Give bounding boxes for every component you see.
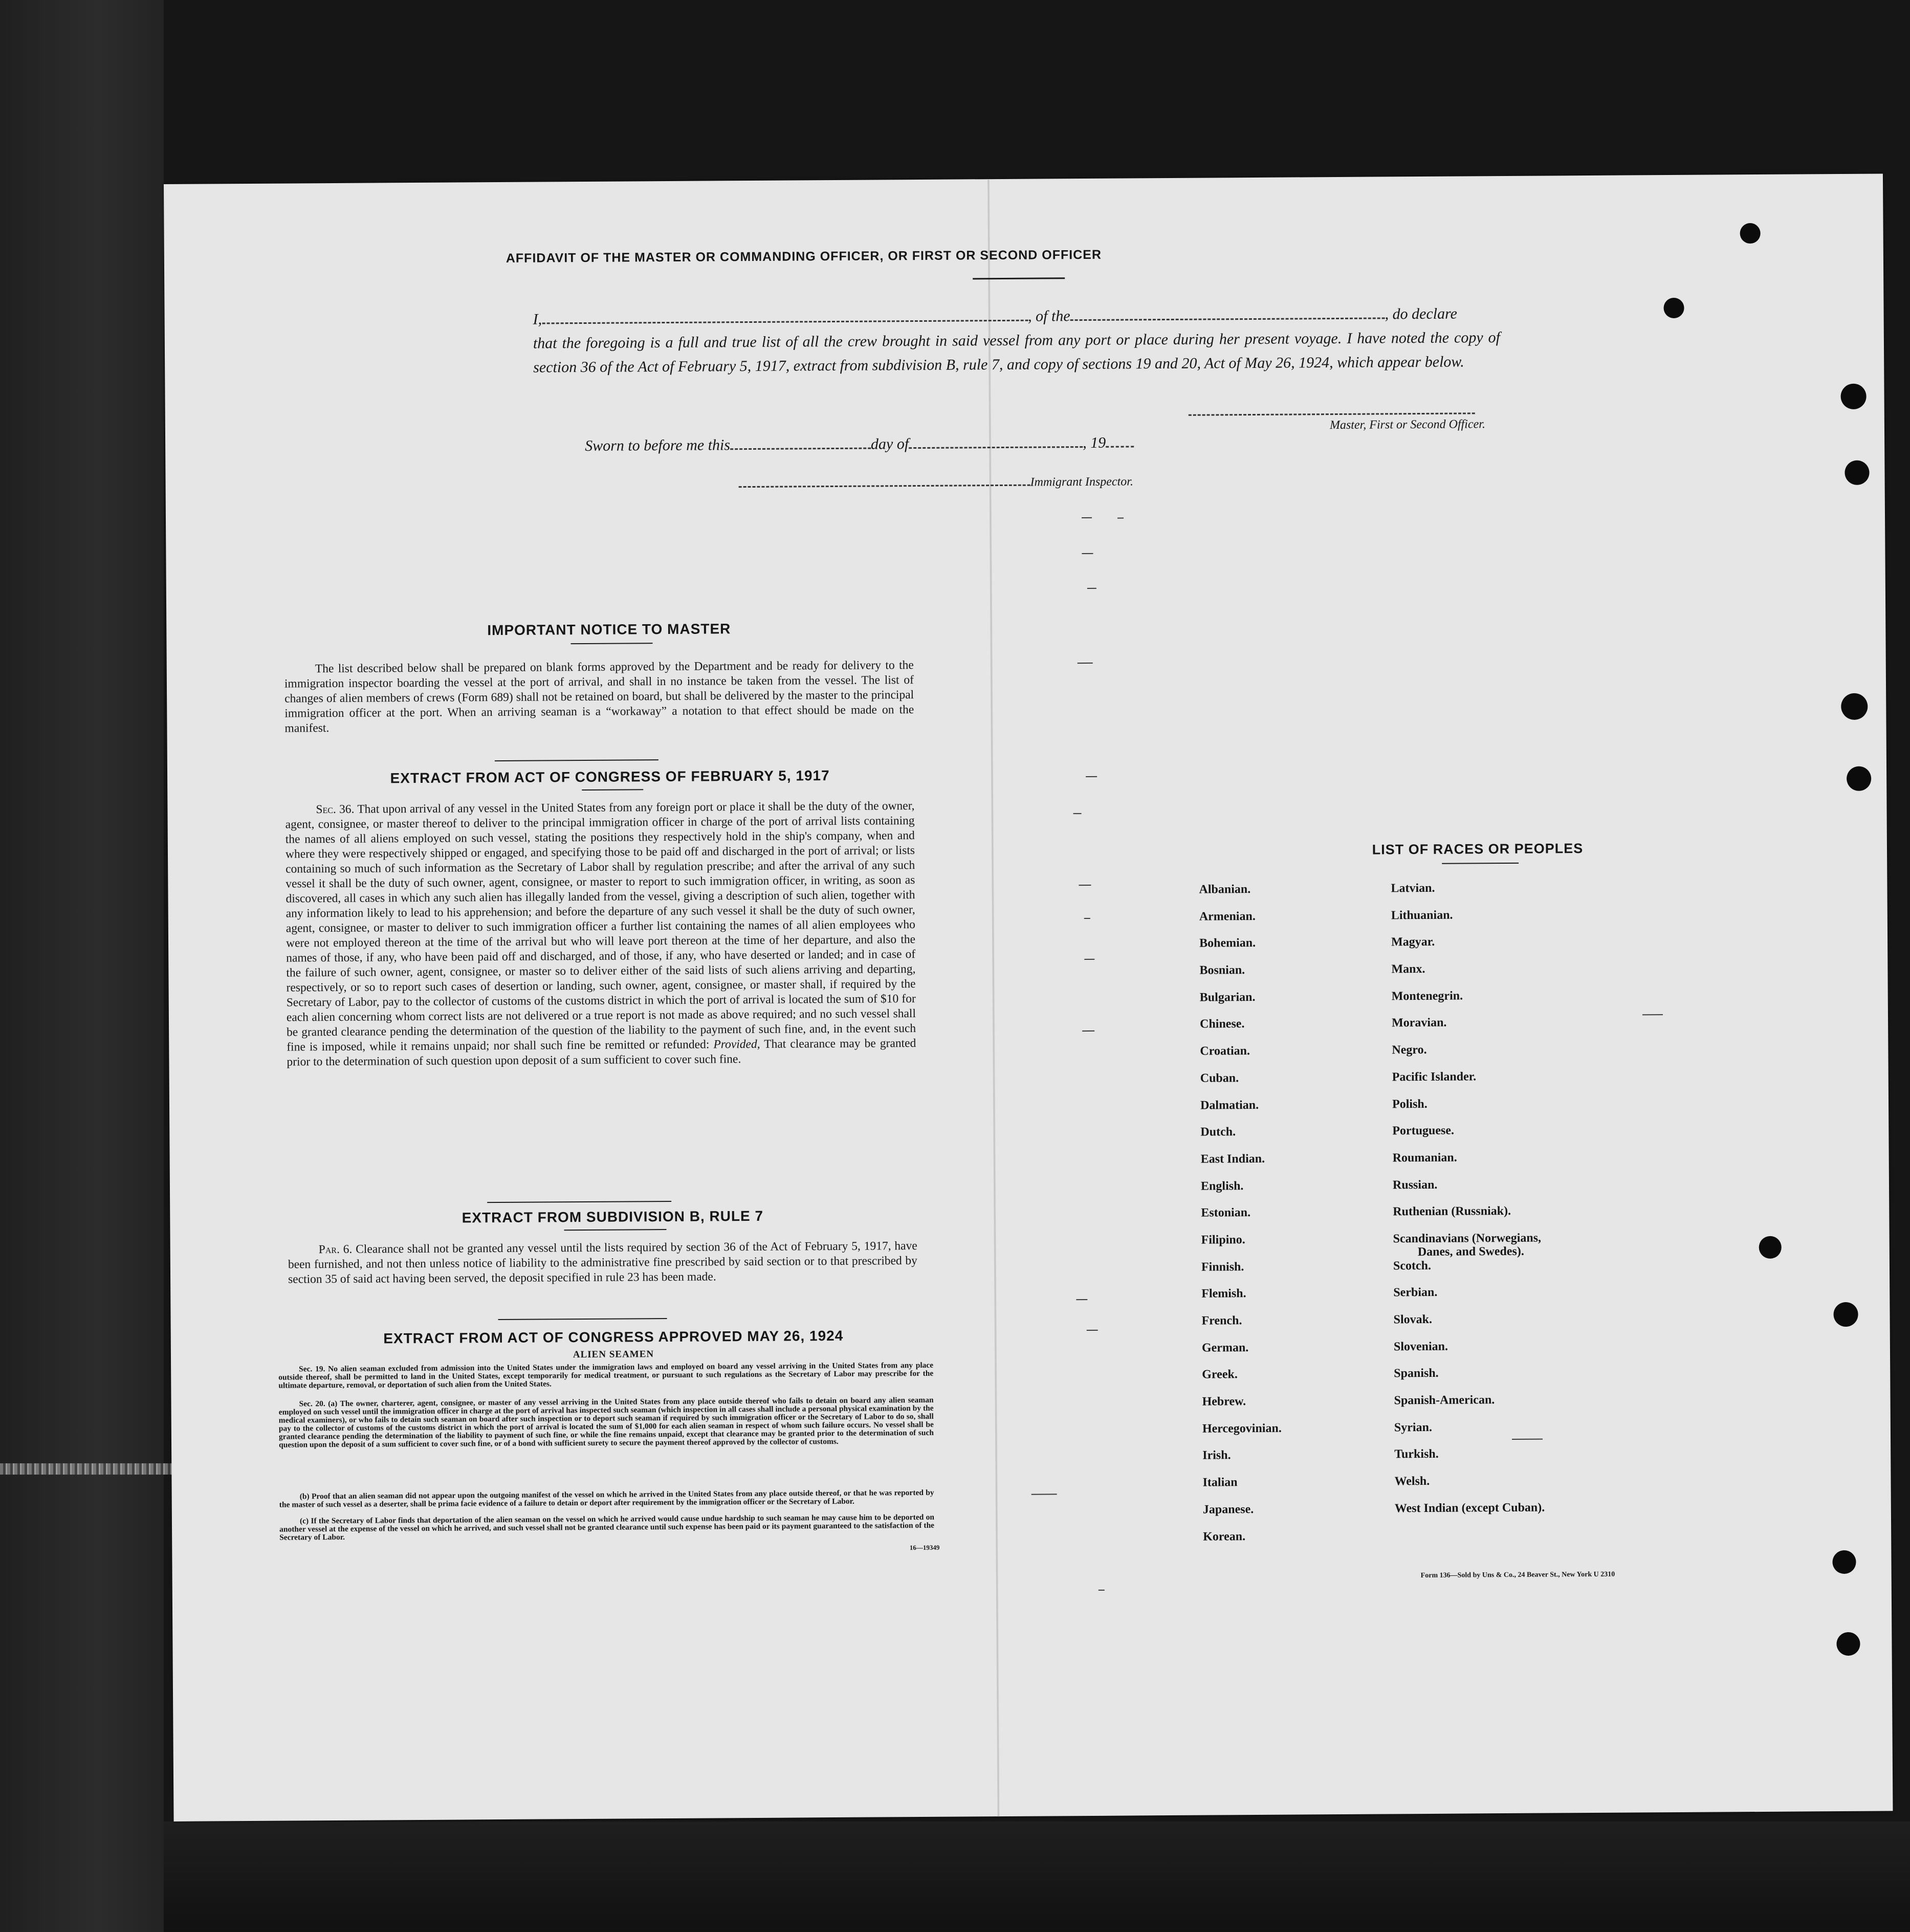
race-item: Dutch. — [1200, 1125, 1236, 1139]
race-item: Portuguese. — [1392, 1124, 1455, 1138]
punch-hole — [1759, 1236, 1782, 1259]
race-item: Syrian. — [1394, 1420, 1432, 1435]
race-item: Bohemian. — [1199, 936, 1256, 951]
race-item: Roumanian. — [1392, 1151, 1457, 1165]
section-rule — [1442, 863, 1519, 864]
affidavit-declaration — [533, 301, 1500, 380]
race-item: Bosnian. — [1199, 963, 1245, 977]
race-item: Croatian. — [1200, 1044, 1250, 1058]
race-item: Greek. — [1202, 1368, 1238, 1382]
rule-7-title: EXTRACT FROM SUBDIVISION B, RULE 7 — [462, 1208, 764, 1226]
races-column-1 — [1199, 883, 1282, 1557]
races-title: LIST OF RACES OR PEOPLES — [1372, 841, 1584, 858]
stray-mark — [1078, 663, 1093, 664]
race-item: Dalmatian. — [1200, 1098, 1259, 1112]
section-rule — [487, 1201, 671, 1203]
page-fold — [987, 179, 1000, 1816]
race-item: Scandinavians (Norwegians, Danes, and Swedes). — [1393, 1232, 1544, 1259]
rule-7-text: Par. 6. Clearance shall not be granted any vessel until the lists required by section 36 of the Act of February 5, 1917, have been furnished, and not then unless notice of liability to the administrative fine prescribed by said section or to that prescribed by section 35 of said act having been served, the deposit specified in rule 23 has been made. — [288, 1239, 917, 1286]
section-rule — [582, 789, 643, 791]
stray-mark — [1082, 517, 1092, 518]
race-item: Finnish. — [1201, 1260, 1244, 1274]
stray-mark — [1031, 1494, 1057, 1495]
punch-hole — [1847, 766, 1871, 791]
stray-mark — [1082, 553, 1093, 554]
stray-mark — [1099, 1590, 1105, 1591]
race-item: Armenian. — [1199, 909, 1256, 924]
affidavit-title: AFFIDAVIT OF THE MASTER OR COMMANDING OFFICER, OR FIRST OR SECOND OFFICER — [506, 247, 1102, 266]
punch-hole — [1833, 1302, 1858, 1327]
race-item: Bulgarian. — [1199, 990, 1256, 1004]
race-item: Negro. — [1392, 1043, 1427, 1057]
race-item: Japanese. — [1202, 1502, 1254, 1517]
act-1917-title: EXTRACT FROM ACT OF CONGRESS OF FEBRUARY 5, 1917 — [390, 767, 830, 786]
races-column-2 — [1391, 881, 1545, 1529]
stray-mark — [1117, 518, 1124, 519]
stray-mark — [1087, 588, 1096, 589]
race-item: Magyar. — [1391, 935, 1435, 949]
race-item: Russian. — [1392, 1178, 1438, 1192]
vessel-blank[interactable] — [1070, 309, 1385, 321]
race-item: Korean. — [1203, 1529, 1246, 1544]
stray-mark — [1076, 1299, 1087, 1300]
race-item: Cuban. — [1200, 1071, 1239, 1085]
stray-mark — [1086, 776, 1097, 777]
act-1924-sec20b: (b) Proof that an alien seaman did not appear upon the outgoing manifest of the vessel on which he arrived in the United States from any place outside thereof, or that he was reported by the master of such vessel as a deserter, shall be prima facie evidence of a failure to detain or deport after requirement by the immigration officer or the Secretary of Labor. — [279, 1488, 934, 1509]
race-item: Filipino. — [1201, 1233, 1245, 1247]
punch-hole — [1841, 693, 1868, 720]
race-item: Estonian. — [1201, 1206, 1251, 1220]
inspector-line: Immigrant Inspector. — [739, 474, 1250, 491]
race-item: Lithuanian. — [1391, 908, 1453, 923]
act-1924-title: EXTRACT FROM ACT OF CONGRESS APPROVED MAY 26, 1924 — [383, 1327, 844, 1347]
race-item: Manx. — [1391, 962, 1425, 976]
section-rule — [570, 643, 652, 644]
race-item: Latvian. — [1391, 881, 1435, 895]
race-item: Italian — [1202, 1476, 1238, 1489]
race-item: English. — [1200, 1179, 1244, 1193]
section-rule — [564, 1229, 666, 1231]
race-item: Welsh. — [1394, 1475, 1430, 1488]
section-rule — [495, 759, 658, 761]
master-signature-label: Master, First or Second Officer. — [1329, 418, 1485, 432]
race-item: Flemish. — [1201, 1287, 1246, 1301]
stray-mark — [1073, 813, 1082, 814]
punch-hole — [1740, 223, 1761, 244]
race-item: Montenegrin. — [1391, 989, 1463, 1003]
year-blank[interactable] — [1106, 437, 1134, 447]
section-rule — [498, 1318, 667, 1320]
notice-text: The list described below shall be prepared on blank forms approved by the Department and be ready for delivery to the immigration inspector boarding the vessel at the port of arrival, and shall in no instance be taken from the vessel. The list of changes of alien members of crews (Form 689) shall not be retained on board, but shall be delivered by the master to the principal immigration officer at the port. When an arriving seaman is a “workaway” a notation to that effect should be made on the manifest. — [284, 658, 914, 735]
race-item: Moravian. — [1391, 1016, 1447, 1030]
affidavit-body-text: that the foregoing is a full and true list of all the crew brought in said vessel from any port or place during her present voyage. I have noted the copy of section 36 of the Act of February 5, 1917, extract from subdivision B, rule 7, and copy of sections 19 and 20, Act of May 26, 1924, which appear below. — [533, 329, 1500, 376]
act-1924-sec19: Sec. 19. No alien seaman excluded from admission into the United States under the immigration laws and employed on board any vessel arriving in the United States from any place outside thereof, shall be permitted to land in the United States, except temporarily for medical treatment, or pursuant to such regulations as the Secretary of Labor may prescribe for the ultimate departure, removal, or deportation of such alien from the United States. — [278, 1360, 934, 1390]
race-item: Chinese. — [1199, 1017, 1245, 1031]
master-signature-line[interactable] — [1189, 412, 1475, 415]
document-sheet — [164, 173, 1893, 1821]
race-item: Pacific Islander. — [1392, 1070, 1477, 1084]
form-number: 16—19349 — [909, 1543, 940, 1552]
stray-mark — [1082, 1030, 1094, 1031]
race-item: Spanish. — [1394, 1367, 1439, 1380]
affidavit-line-1: I, , of the , do declare — [533, 305, 1458, 328]
stray-mark — [1079, 885, 1091, 886]
race-item: Hebrew. — [1202, 1395, 1246, 1409]
race-item-continuation: Danes, and Swedes). — [1417, 1244, 1524, 1259]
inspector-signature-blank[interactable] — [739, 476, 1030, 488]
race-item: German. — [1201, 1341, 1249, 1355]
act-1924-sec20a: Sec. 20. (a) The owner, charterer, agent, consignee, or master of any vessel arriving in the United States from any place outside thereof who fails to detain on board any alien seaman employed on such vessel until the immigration officer in charge at the port of arrival has inspected such seaman (which inspection in all cases shall include a personal physical examination by the medical examiners), or who fails to detain such seaman on board after such inspection or to deport such seaman if required by such immigration officer or the Secretary of Labor to do so, shall pay to the collector of customs of the customs district in which the port of arrival is located the sum of $1,000 for each alien seaman in respect of whom such failure occurs. No vessel shall be granted clearance pending the determination of the liability to payment of such fine, or while the fine remains unpaid, except that clearance may be granted prior to the determination of such question upon the deposit of a sum sufficient to cover such fine, or of a bond with sufficient surety to secure the payment thereof approved by the collector of customs. — [278, 1395, 934, 1450]
background-left — [0, 0, 164, 1932]
punch-hole — [1663, 298, 1684, 318]
race-item: Scotch. — [1393, 1259, 1432, 1272]
race-item: Serbian. — [1393, 1286, 1438, 1300]
race-item: Ruthenian (Russniak). — [1393, 1204, 1511, 1219]
stray-mark — [1084, 959, 1094, 960]
race-item: Albanian. — [1199, 883, 1251, 896]
stray-mark — [1642, 1014, 1663, 1015]
punch-hole — [1845, 460, 1869, 485]
act-1917-text: Sec. 36. That upon arrival of any vessel in the United States from any foreign port or place it shall be the duty of the owner, agent, consignee, or master thereof to deliver to the principal immigration officer in charge of the port of arrival lists containing the names of all aliens employed on such vessel, stating the positions they respectively hold in the ship's company, when and where they were respectively shipped or engaged, and specifying those to be paid off and discharged in the port of arrival; or lists containing so much of such information as the Secretary of Labor shall by regulation prescribe; and after the arrival of any such vessel it shall be the duty of such owner, agent, consignee, or master to report to such immigration officer, in writing, as soon as discovered, all cases in which any such alien has illegally landed from the vessel, giving a description of such alien, together with any information likely to lead to his apprehension; and before the departure of any such vessel it shall be the duty of such owner, agent, consignee, or master to deliver to such immigration officer a further list containing the names of all alien employees who were not employed thereon at the time of the arrival but who will leave port thereon at the time of her departure, and also the names of those, if any, who have been paid off and discharged, and of those, if any, who have deserted or landed; and in case of the failure of such owner, agent, consignee, or master so to deliver either of the said lists of such aliens arriving and departing, respectively, or so to report such cases of desertion or landing, such owner, agent, consignee, or master shall, if required by the Secretary of Labor, pay to the collector of customs of the customs district in which the port of arrival is located the sum of $10 for each alien concerning whom correct lists are not delivered or a true report is not made as above required; and no such vessel shall be granted clearance pending the determination of the question of the liability to the payment of such fine, and, in the event such fine is imposed, while it remains unpaid; nor shall such fine be remitted or refunded: Provided, That clearance may be granted prior to the determination of such question upon deposit of a sum sufficient to cover such fine. — [285, 799, 916, 1069]
title-rule — [973, 277, 1065, 279]
notice-title: IMPORTANT NOTICE TO MASTER — [487, 621, 731, 639]
day-blank[interactable] — [730, 439, 871, 450]
race-item: Turkish. — [1394, 1447, 1439, 1461]
month-blank[interactable] — [909, 437, 1083, 449]
sworn-line: Sworn to before me this day of , 19 — [585, 433, 1301, 455]
name-blank[interactable] — [542, 311, 1028, 324]
race-item: West Indian (except Cuban). — [1394, 1501, 1545, 1516]
race-item: French. — [1201, 1314, 1242, 1328]
race-item: East Indian. — [1200, 1152, 1265, 1166]
punch-hole — [1832, 1550, 1856, 1574]
race-item: Spanish-American. — [1394, 1393, 1495, 1408]
alien-seamen-subtitle: ALIEN SEAMEN — [573, 1349, 654, 1360]
form-footer: Form 136—Sold by Uns & Co., 24 Beaver St., New York U 2310 — [1420, 1570, 1615, 1580]
race-item: Hercegovinian. — [1202, 1421, 1282, 1436]
punch-hole — [1840, 384, 1866, 409]
stray-mark — [1087, 1330, 1098, 1331]
act-1924-sec20c: (c) If the Secretary of Labor finds that deportation of the alien seaman on the vessel on which he arrived would cause undue hardship to such seaman he may cause him to be deported on another vessel at the expense of the vessel on which he arrived, and such vessel shall not be granted clearance until such expense has been paid or its payment guaranteed to the satisfaction of the Secretary of Labor. — [279, 1512, 935, 1542]
stray-mark — [1084, 918, 1090, 919]
background-bottom — [164, 1821, 1910, 1932]
race-item: Slovenian. — [1393, 1340, 1448, 1354]
punch-hole — [1836, 1632, 1860, 1656]
race-item: Slovak. — [1393, 1312, 1433, 1327]
race-item: Irish. — [1202, 1448, 1231, 1463]
race-item: Polish. — [1392, 1097, 1428, 1111]
